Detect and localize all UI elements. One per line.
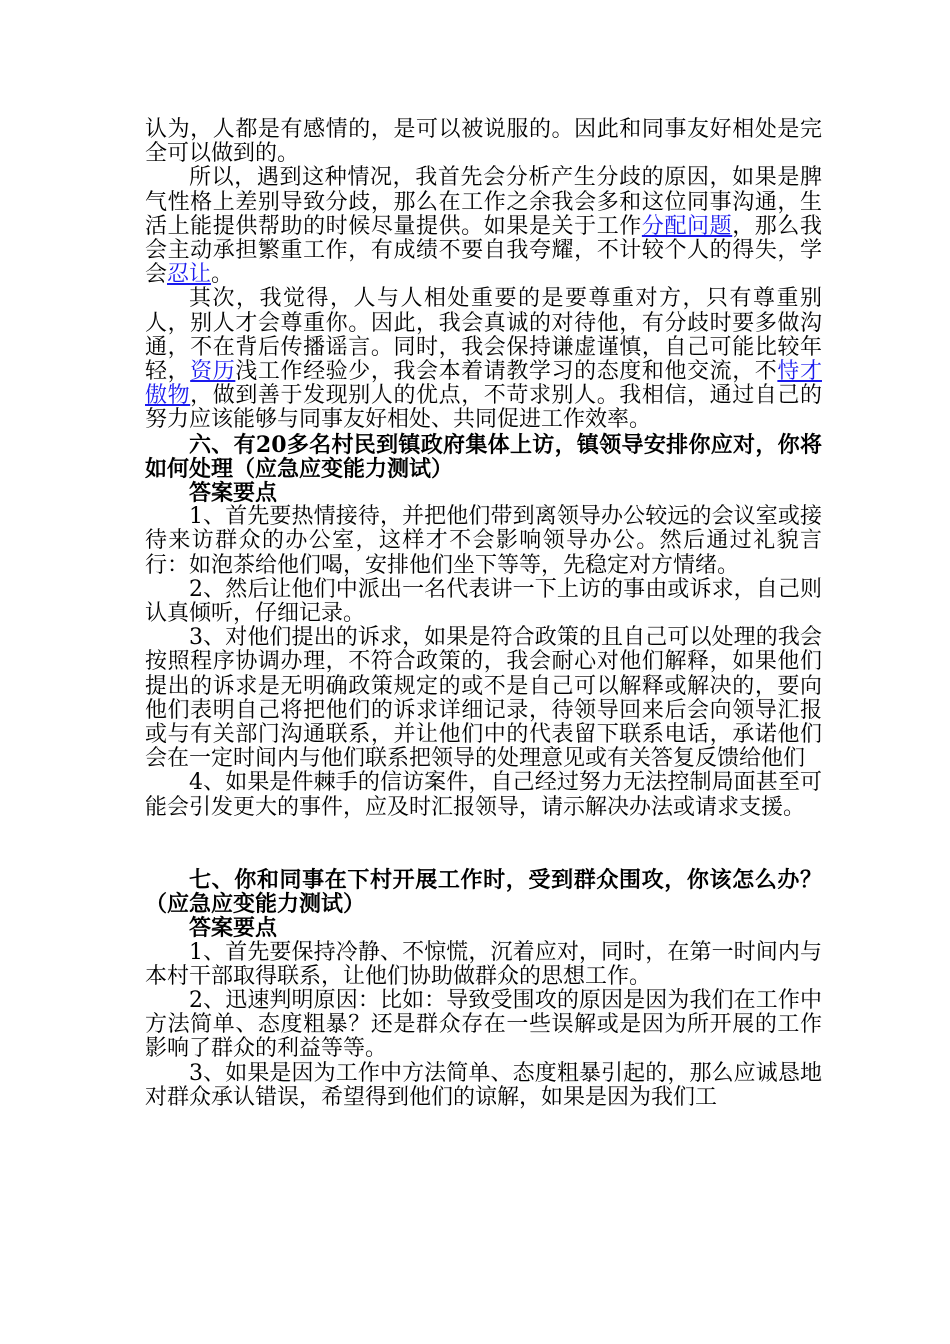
document-body bbox=[145, 118, 822, 1110]
paragraph-second-step bbox=[145, 287, 822, 432]
question-seven-title: 七、你和同事在下村开展工作时，受到群众围攻，你该怎么办？（应急应变能力测试） bbox=[145, 866, 822, 918]
text-segment: 其次，我觉得，人与人相处重要的是要尊重对方，只有尊重别人，别人才会尊重你。因此，我会真诚的对待他，有分歧时要多做沟通，不在背后传播谣言。同时，我会保持谦虚谨慎，自己可能比较年轻， bbox=[145, 286, 822, 385]
text-segment: ，做到善于发现别人的优点，不苛求别人。我相信，通过自己的努力应该能够与同事友好相处、共同促进工作效率。 bbox=[145, 383, 822, 433]
question-seven-item: 1、首先要保持冷静、不惊慌，沉着应对，同时，在第一时间内与本村干部取得联系，让他们协助做群众的思想工作。 bbox=[145, 939, 822, 989]
question-six-item: 4、如果是件棘手的信访案件，自己经过努力无法控制局面甚至可能会引发更大的事件，应及时汇报领导，请示解决办法或请求支援。 bbox=[145, 770, 822, 820]
text-segment: 。 bbox=[211, 262, 234, 288]
question-seven-answer-label: 答案要点 bbox=[189, 915, 278, 942]
question-six-item: 3、对他们提出的诉求，如果是符合政策的且自己可以处理的我会按照程序协调办理，不符合政策的，我会耐心对他们解释，如果他们提出的诉求是无明确政策规定的或不是自己可以解释或解决的，要向他们表明自己将把他们的诉求详细记录，待领导回来后会向领导汇报或与有关部门沟通联系，并让他们中的代表留下联系电话，承诺他们会在一定时间内与他们联系把领导的处理意见或有关答复反馈给他们 bbox=[145, 625, 822, 772]
link-arrogance[interactable]: 恃才傲物 bbox=[145, 359, 822, 409]
paragraph-intro: 认为，人都是有感情的，是可以被说服的。因此和同事友好相处是完全可以做到的。 bbox=[145, 117, 822, 167]
question-six-item: 2、然后让他们中派出一名代表讲一下上访的事由或诉求，自己则认真倾听，仔细记录。 bbox=[145, 576, 822, 627]
paragraph-first-step bbox=[145, 166, 822, 287]
question-six-answer-label: 答案要点 bbox=[189, 480, 278, 507]
question-seven-item: 2、迅速判明原因：比如：导致受围攻的原因是因为我们在工作中方法简单、态度粗暴？还是群众存在一些误解或是因为所开展的工作影响了群众的利益等等。 bbox=[145, 987, 822, 1062]
question-seven-item: 3、如果是因为工作中方法简单、态度粗暴引起的，那么应诚恳地对群众承认错误，希望得到他们的谅解，如果是因为我们工 bbox=[145, 1060, 822, 1110]
section-spacer bbox=[145, 820, 822, 868]
text-segment: 所以，遇到这种情况，我首先会分析产生分歧的原因，如果是脾气性格上差别导致分歧，那么在工作之余我会多和这位同事沟通，生活上能提供帮助的时候尽量提供。如果是关于工作 bbox=[145, 165, 822, 239]
link-allocation-problem[interactable]: 分配问题 bbox=[641, 213, 733, 239]
link-seniority[interactable]: 资历 bbox=[190, 359, 236, 385]
link-forbearance[interactable]: 忍让 bbox=[167, 262, 212, 288]
text-segment: 浅工作经验少，我会本着请教学习的态度和他交流，不 bbox=[235, 359, 778, 385]
question-six-item: 1、首先要热情接待，并把他们带到离领导办公较远的会议室或接待来访群众的办公室，这样才不会影响领导办公。然后通过礼貌言行：如泡茶给他们喝，安排他们坐下等等，先稳定对方情绪。 bbox=[145, 504, 822, 578]
question-six-title: 六、有20多名村民到镇政府集体上访，镇领导安排你应对，你将如何处理（应急应变能力测试） bbox=[145, 431, 822, 482]
text-segment: ，那么我会主动承担繁重工作，有成绩不要自我夸耀，不计较个人的得失，学会 bbox=[145, 213, 822, 288]
